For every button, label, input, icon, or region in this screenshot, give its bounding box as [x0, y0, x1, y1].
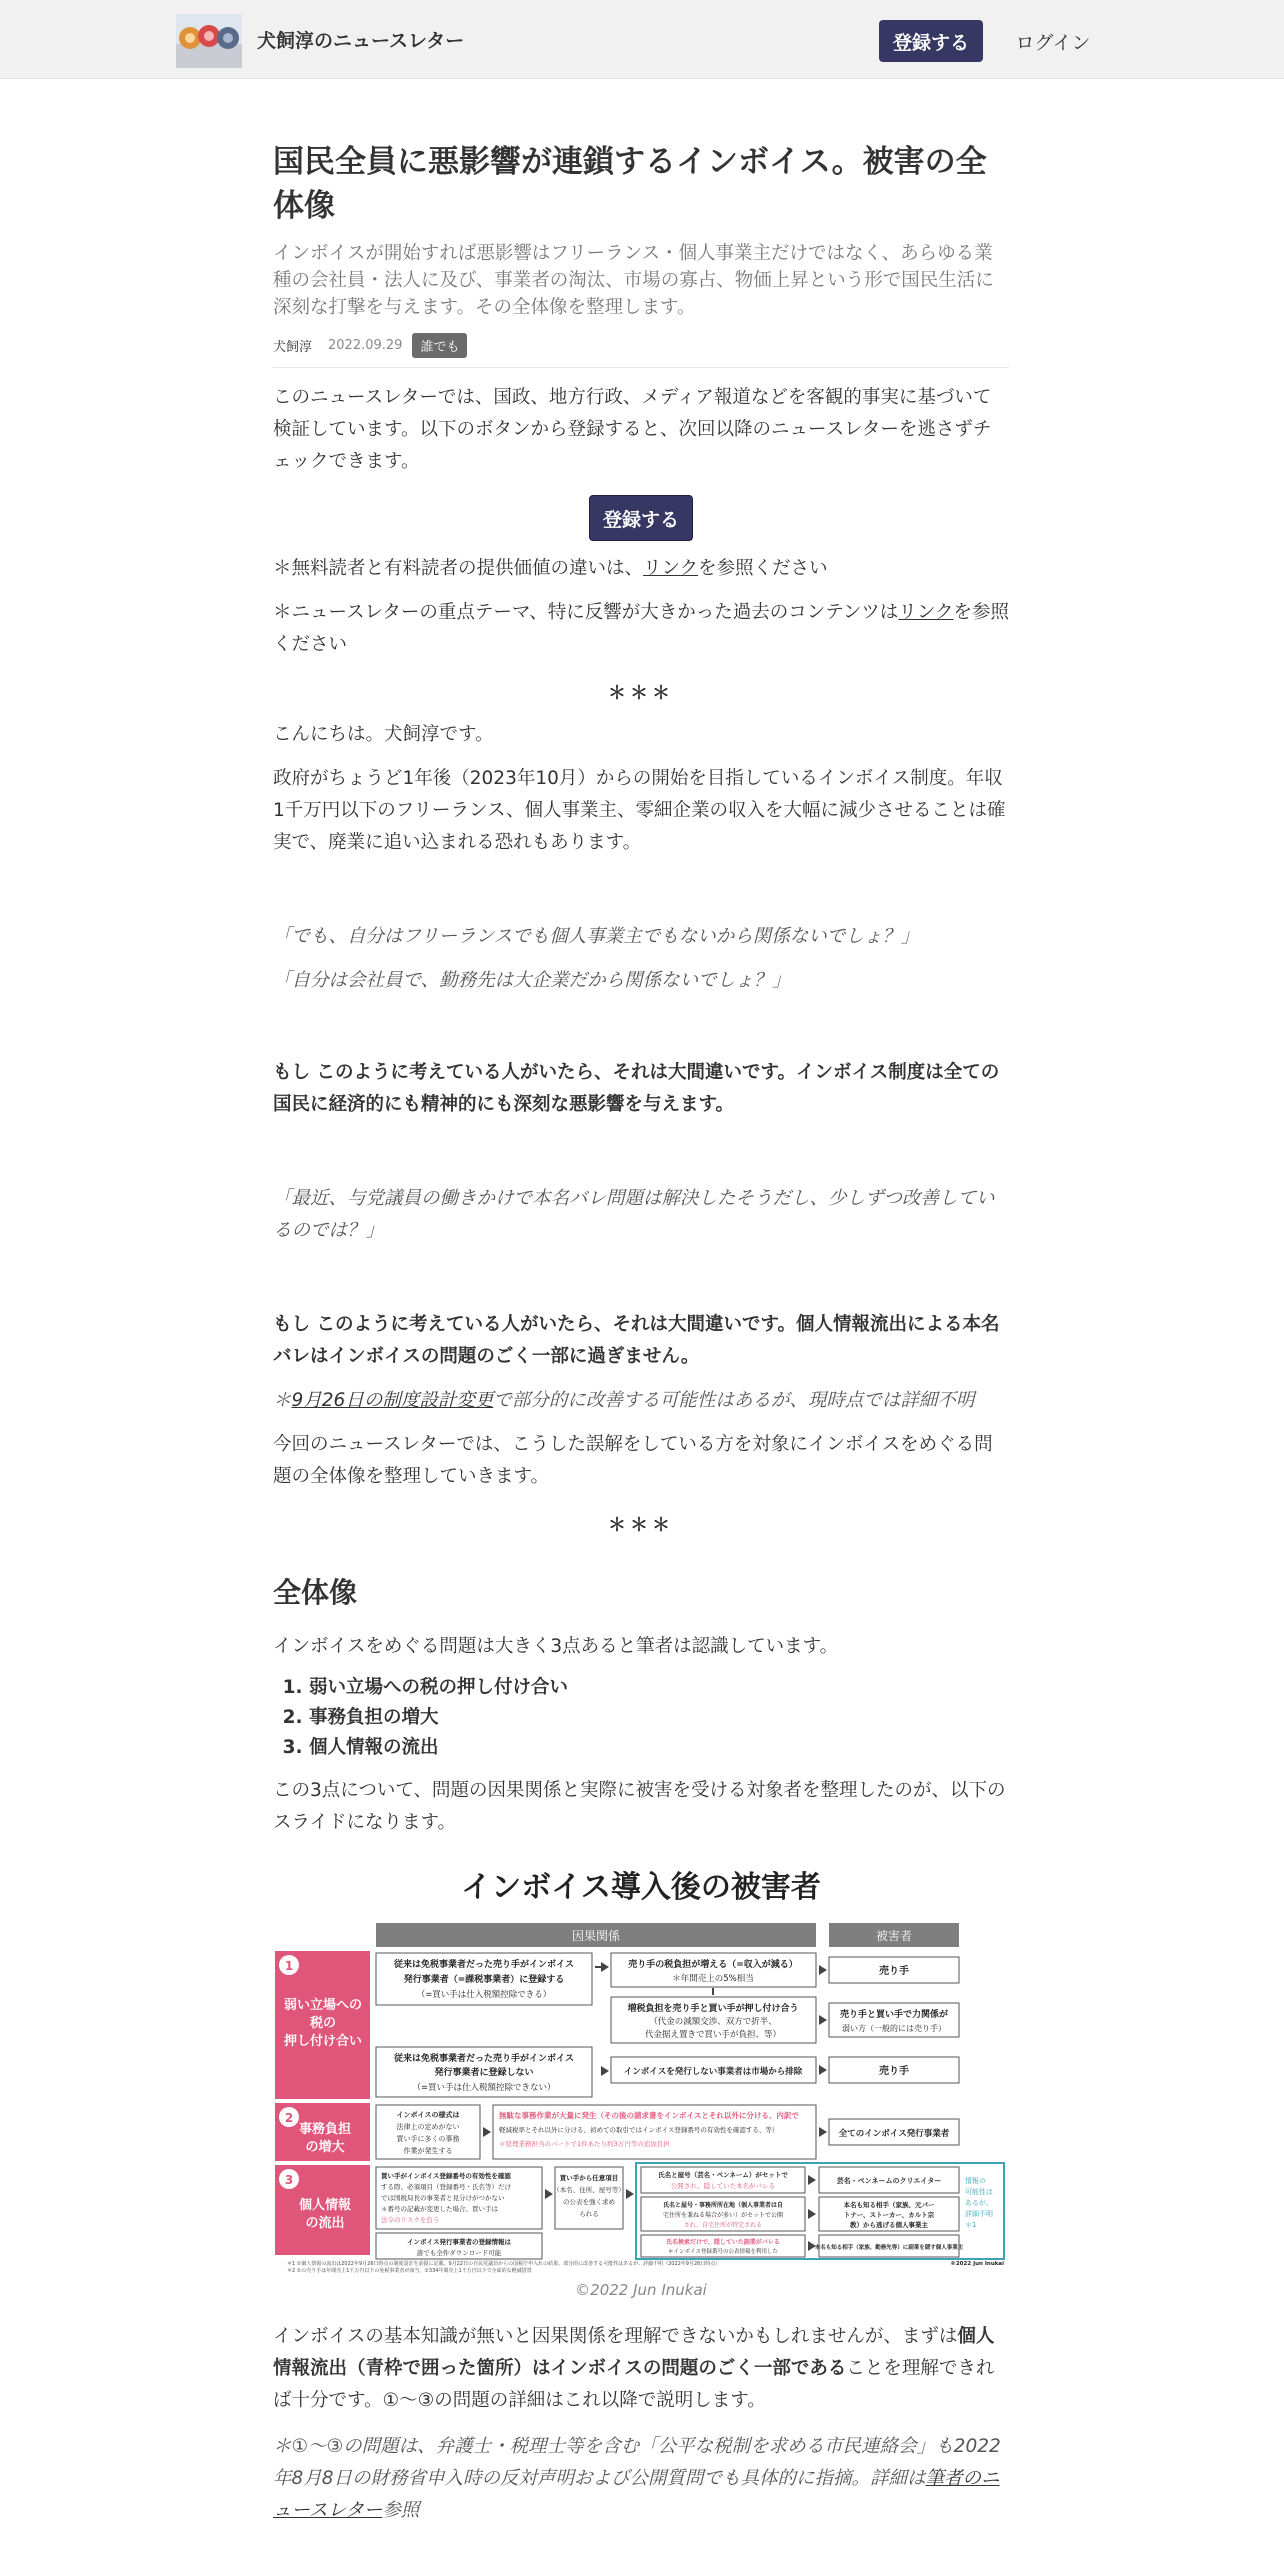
side-note: 詳細不明 [965, 2210, 993, 2218]
section-heading: 全体像 [273, 1576, 358, 1609]
cause-box-text: 買い手から任意項目 [559, 2174, 619, 2182]
cause-box-text: 氏名と屋号（芸名・ペンネーム）がセットで [658, 2171, 788, 2179]
cause-box-text: 無駄な事務作業が大量に発生（その後の請求書をインボイスとそれ以外に分ける、内訳で [499, 2111, 799, 2120]
slide-figure[interactable] [273, 1861, 1009, 2299]
cause-box-text: 売り手の税負担が増える（=収入が減る） [628, 1960, 798, 1970]
slide-footnote: ＊1 ①個人情報の流出は2022年9月26日時点の制度設計を前提に記載。9月22日の自民党議員からの国税庁申入れの結果、部分的に改善する可能性はあるが、詳細不明（2022年9月26日時点） [287, 2261, 721, 2267]
section-separator: ＊＊＊ [608, 683, 674, 704]
victim-box-text: 本名も知る相手（家族、勤務先等）に副業を隠す個人事業主 [814, 2245, 964, 2251]
cause-box-text: ＊インボイス登録番号の公表情報を利用した [668, 2249, 778, 2255]
cause-box-text: 氏名と屋号・事務所所在地（個人事業者は自 [662, 2202, 784, 2209]
author-name[interactable]: 犬飼淳 [273, 339, 313, 355]
paragraph-5-emphasis: 個人情報流出（青枠で囲った箇所）はインボイスの問題のごく一部である [273, 2326, 995, 2379]
header-login-button[interactable]: ログイン [1015, 31, 1091, 54]
cause-box-text: 軽減税率とそれ以外に分ける、初めての取引ではインボイス登録番号の有効性を確認する、等） [499, 2126, 779, 2134]
quote-3: 「最近、与党議員の働きかけで本名バレ問題は解決したそうだし、少しずつ改善しているのでは？」 [273, 1188, 995, 1241]
paragraph-5-tail: ことを理解できれば十分です。①〜③の問題の詳細はこれ以降で説明します。 [273, 2358, 995, 2411]
side-note: ＊1 [965, 2221, 977, 2229]
cause-box-text: 従来は免税事業者だった売り手がインボイス [394, 2054, 574, 2064]
note-4-link[interactable]: 筆者のニュースレター [273, 2468, 1000, 2521]
victim-column-label: 被害者 [875, 1929, 913, 1943]
category-2-label: の増大 [305, 2140, 345, 2155]
paragraph-3: インボイスをめぐる問題は大きく3点あると筆者は認識しています。 [273, 1636, 839, 1657]
cause-box-text: 代金据え置きで買い手が負担、等） [644, 2030, 782, 2040]
article [273, 140, 1009, 2527]
top-bar [0, 0, 1284, 79]
victim-box-text: 教）から逃げる個人事業主 [850, 2221, 928, 2229]
victim-box-text: 売り手 [879, 1966, 909, 1977]
note-2 [273, 597, 1009, 661]
site-logo[interactable] [176, 14, 242, 68]
cause-box-text: 氏名検索だけで、隠していた副業がバレる [666, 2239, 780, 2246]
note-2-tail: を参照ください [273, 602, 1009, 655]
cause-box-text: インボイスの様式は [396, 2111, 460, 2119]
cause-box-text: 増税負担を売り手と買い手が押し付け合う [627, 2004, 799, 2014]
cause-box-text: する際、必須項目（登録番号・氏名等）だけ [381, 2183, 511, 2191]
section-separator-2: ＊＊＊ [608, 1515, 674, 1536]
victim-box-text: トナー、ストーカー、カルト宗 [843, 2211, 935, 2219]
divider [273, 367, 1009, 368]
victim-box-text: 本名も知る相手（家族、元パー [843, 2201, 935, 2209]
note-2-link[interactable]: リンク [898, 602, 954, 623]
cause-box-text: ＊番号の記載が変更した場合、買い手は [381, 2205, 498, 2213]
cause-column-label: 因果関係 [571, 1929, 621, 1943]
paragraph-2: 今回のニュースレターでは、こうした誤解をしている方を対象にインボイスをめぐる問題の全体像を整理していきます。 [273, 1434, 993, 1487]
victim-box-text: 芸名・ペンネームのクリエイター [836, 2177, 942, 2185]
list-item: 2. 事務負担の増大 [309, 1703, 1009, 1733]
cause-box-text: 発行事業者（=課税事業者）に登録する [403, 1975, 565, 1985]
cause-box-text: 買い手に多くの事務 [396, 2135, 460, 2143]
list-item: 1. 弱い立場への税の押し付け合い [309, 1673, 1009, 1703]
note-4 [273, 2431, 1009, 2527]
register-button-wrap [273, 495, 1009, 541]
header-register-button[interactable]: 登録する [879, 20, 983, 62]
category-3-label: の流出 [305, 2216, 345, 2231]
bold-statement-1: もし このように考えている人がいたら、それは大間違いです。インボイス制度は全ての国民に経済的にも精神的にも深刻な悪影響を与えます。 [273, 1062, 1000, 1115]
category-1-label: 押し付け合い [283, 2034, 363, 2049]
paragraph-5 [273, 2321, 1009, 2417]
note-4-tail: 参照 [382, 2500, 420, 2521]
note-3-text: ＊ [273, 1390, 292, 1411]
category-1-label: 税の [309, 2016, 337, 2031]
slide-copyright: ©2022 Jun Inukai [950, 2261, 1004, 2267]
note-1 [273, 553, 1009, 585]
cause-box-text: ＊経理業務担当のパートで1件あたり約3万円等の追加負担 [499, 2140, 670, 2148]
problem-list [273, 1673, 1009, 1763]
category-1-number: 1 [284, 1959, 294, 1973]
paragraph-4: この3点について、問題の因果関係と実際に被害を受ける対象者を整理したのが、以下のスライドになります。 [273, 1780, 1006, 1833]
note-4-text: ＊①～③の問題は、弁護士・税理士等を含む「公平な税制を求める市民連絡会」も2022年8月8日の財務省申入時の反対声明および公開質問でも具体的に指摘。詳細は [273, 2436, 1001, 2489]
note-1-link[interactable]: リンク [643, 558, 699, 579]
category-1-label: 弱い立場への [283, 1998, 363, 2013]
bold-statement-2: もし このように考えている人がいたら、それは大間違いです。個人情報流出による本名バレはインボイスの問題のごく一部に過ぎません。 [273, 1314, 1000, 1367]
cause-box-text: インボイス発行事業者の登録情報は [407, 2238, 511, 2246]
publish-date: 2022.09.29 [328, 337, 403, 353]
article-meta [273, 333, 1009, 357]
note-1-text: ＊無料読者と有料読者の提供価値の違いは、 [273, 558, 644, 579]
victim-box-text: 売り手と買い手で力関係が [839, 2010, 949, 2020]
cause-box-text: 誰でも全件ダウンロード可能 [416, 2249, 502, 2257]
quote-2: 「自分は会社員で、勤務先は大企業だから関係ないでしょ？」 [273, 970, 791, 991]
image-caption: ©2022 Jun Inukai [575, 2281, 707, 2299]
side-note: 可能性は [965, 2188, 993, 2196]
cause-box-text: （代金の減額交渉、双方で折半、 [649, 2017, 777, 2027]
cause-box-text: され、自宅住所が特定される [683, 2222, 763, 2229]
paragraph-5-text: インボイスの基本知識が無いと因果関係を理解できないかもしれませんが、まずは [273, 2326, 958, 2347]
note-3 [273, 1385, 1009, 1417]
victim-box-text: 売り手 [879, 2066, 909, 2077]
category-2-label: 事務負担 [298, 2122, 352, 2137]
list-item: 3. 個人情報の流出 [309, 1733, 1009, 1763]
cause-box-text: 従来は免税事業者だった売り手がインボイス [394, 1960, 574, 1970]
greeting: こんにちは。犬飼淳です。 [273, 724, 494, 745]
cause-box-text: （=買い手は仕入税額控除できない） [412, 2083, 556, 2093]
cause-box-text: 公開され、隠していた本名がバレる [670, 2182, 776, 2190]
audience-badge: 誰でも [412, 333, 467, 358]
note-3-tail: で部分的に改善する可能性はあるが、現時点では詳細不明 [493, 1390, 975, 1411]
note-2-text: ＊ニュースレターの重点テーマ、特に反響が大きかった過去のコンテンツは [273, 602, 899, 623]
slide-footnote: ＊2 ①の売り手は年間売上1千万円以下の免税事業者が該当。②334年間売上1千万円以下で全面的な軽減措置 [287, 2268, 532, 2273]
cause-box-text: ＊年間売上の5%相当 [672, 1974, 754, 1984]
category-3-number: 3 [284, 2173, 294, 2187]
register-button[interactable]: 登録する [589, 495, 693, 541]
cause-box-text: られる [579, 2210, 599, 2218]
cause-box-text: インボイスを発行しない事業者は市場から排除 [623, 2067, 803, 2077]
article-subtitle: インボイスが開始すれば悪影響はフリーランス・個人事業主だけではなく、あらゆる業種の会社員・法人に及び、事業者の淘汰、市場の寡占、物価上昇という形で国民生活に深刻な打撃を与えます。その全体像を整理します。 [273, 243, 994, 318]
paragraph-1: 政府がちょうど1年後（2023年10月）からの開始を目指しているインボイス制度。年収1千万円以下のフリーランス、個人事業主、零細企業の収入を大幅に減少させることは確実で、廃業に追い込まれる恐れもあります。 [273, 768, 1006, 853]
cause-box-text: （本名、住所、屋号等） [553, 2186, 625, 2194]
cause-box-text: では国税局長の事業者と見分けがつかない [381, 2194, 505, 2202]
cause-box-text: 作業が発生する [403, 2147, 453, 2155]
side-note: 情報の [965, 2177, 986, 2185]
category-2-number: 2 [284, 2111, 294, 2125]
cause-box-text: 法令のリスクを負う [381, 2216, 440, 2224]
cause-box-text: 法律上の定めがない [396, 2123, 460, 2131]
slide-title: インボイス導入後の被害者 [461, 1870, 821, 1905]
site-title[interactable]: 犬飼淳のニュースレター [257, 30, 465, 52]
cause-box-text: 買い手がインボイス登録番号の有効性を確認 [381, 2172, 511, 2180]
note-1-tail: を参照ください [698, 558, 828, 579]
cause-box-text: 発行事業者に登録しない [434, 2068, 534, 2078]
cause-box-text: の公表を強く求め [563, 2198, 615, 2206]
article-title: 国民全員に悪影響が連鎖するインボイス。被害の全体像 [273, 144, 987, 224]
note-3-link[interactable]: 9月26日の制度設計変更 [291, 1390, 494, 1411]
cause-box-text: 宅住所を兼ねる場合が多い）がセットで公開 [662, 2212, 784, 2219]
category-3-label: 個人情報 [298, 2198, 352, 2213]
cause-box-text: （=買い手は仕入税額控除できる） [416, 1990, 552, 2000]
side-note: あるが、 [965, 2199, 993, 2207]
victim-box-text: 弱い方（一般的には売り手） [842, 2024, 946, 2033]
damage-overview-slide[interactable] [273, 1861, 1009, 2273]
intro-paragraph: このニュースレターでは、国政、地方行政、メディア報道などを客観的事実に基づいて検証しています。以下のボタンから登録すると、次回以降のニュースレターを逃さずチェックできます。 [273, 387, 992, 472]
victim-box-text: 全てのインボイス発行事業者 [838, 2129, 950, 2139]
quote-1: 「でも、自分はフリーランスでも個人事業主でもないから関係ないでしょ？」 [273, 926, 920, 947]
